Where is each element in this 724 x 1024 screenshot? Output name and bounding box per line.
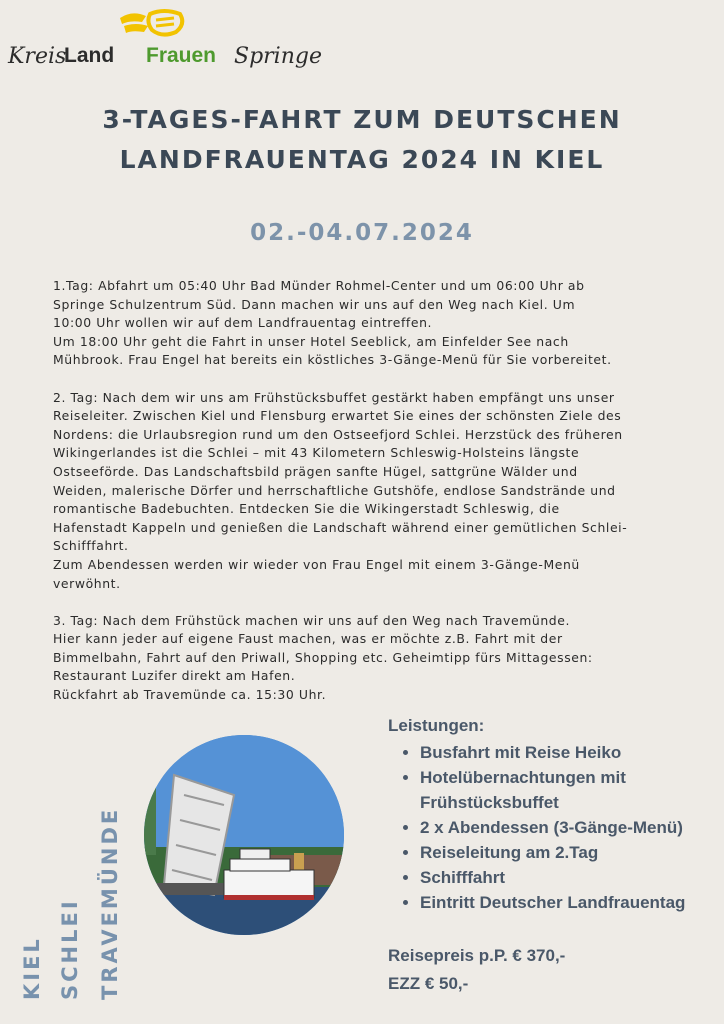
services-list bbox=[388, 740, 718, 915]
day2-line: 2. Tag: Nach dem wir uns am Frühstücksbuffet gestärkt haben empfängt uns unser bbox=[53, 389, 615, 405]
logo-word-frauen: Frauen bbox=[146, 44, 217, 67]
day2-line: verwöhnt. bbox=[53, 575, 121, 591]
day2-line: Reiseleiter. Zwischen Kiel und Flensburg erwartet Sie eines der schönsten Ziele des bbox=[53, 408, 622, 424]
list-item: • Schifffahrt bbox=[420, 865, 718, 890]
price-block bbox=[388, 942, 565, 998]
vertical-label-schlei: SCHLEI bbox=[58, 898, 82, 1000]
list-item: • 2 x Abendessen (3-Gänge-Menü) bbox=[420, 815, 718, 840]
day1-line: Springe Schulzentrum Süd. Dann machen wir uns auf den Weg nach Kiel. Um bbox=[53, 296, 576, 312]
day1-paragraph bbox=[53, 277, 683, 370]
bee-icon bbox=[112, 8, 192, 48]
title-line-1: 3-TAGES-FAHRT ZUM DEUTSCHEN bbox=[102, 105, 622, 134]
logo-word-springe: Springe bbox=[234, 44, 322, 69]
logo bbox=[8, 8, 322, 83]
services-heading: Leistungen: bbox=[388, 716, 485, 735]
logo-word-kreis: Kreis bbox=[8, 44, 67, 69]
day1-line: 1.Tag: Abfahrt um 05:40 Uhr Bad Münder Rohmel-Center und um 06:00 Uhr ab bbox=[53, 278, 585, 293]
day3-line: Hier kann jeder auf eigene Faust machen, was er möchte z.B. Fahrt mit der bbox=[53, 631, 563, 647]
day3-line: Rückfahrt ab Travemünde ca. 15:30 Uhr. bbox=[53, 687, 327, 703]
harbor-illustration bbox=[144, 735, 344, 935]
list-item: • Busfahrt mit Reise Heiko bbox=[420, 740, 718, 765]
vertical-label-kiel: KIEL bbox=[20, 936, 44, 1000]
page-title bbox=[0, 100, 724, 180]
list-item: • Reiseleitung am 2.Tag bbox=[420, 840, 718, 865]
list-item: • Hotelübernachtungen mit Frühstücksbuffet bbox=[420, 765, 718, 815]
itinerary bbox=[53, 277, 683, 723]
day3-line: Restaurant Luzifer direkt am Hafen. bbox=[53, 668, 296, 684]
harbor-photo bbox=[144, 735, 344, 935]
day2-line: Schifffahrt. bbox=[53, 538, 129, 554]
day2-paragraph bbox=[53, 389, 683, 594]
day3-line: Bimmelbahn, Fahrt auf den Priwall, Shopping etc. Geheimtipp fürs Mittagessen: bbox=[53, 649, 593, 665]
day3-paragraph bbox=[53, 612, 683, 705]
day2-line: Nordens: die Urlaubsregion rund um den Ostseefjord Schlei. Herzstück des früheren bbox=[53, 426, 623, 442]
day2-line: Ostseeförde. Das Landschaftsbild prägen sanfte Hügel, sattgrüne Wälder und bbox=[53, 463, 578, 479]
single-room-surcharge: EZZ € 50,- bbox=[388, 974, 469, 993]
day2-line: romantische Badebuchten. Entdecken Sie die Wikingerstadt Schleswig, die bbox=[53, 501, 560, 517]
day1-line: 10:00 Uhr wollen wir auf dem Landfrauentag eintreffen. bbox=[53, 315, 433, 331]
day1-line: Um 18:00 Uhr geht die Fahrt in unser Hotel Seeblick, am Einfelder See nach bbox=[53, 333, 569, 349]
price-line: Reisepreis p.P. € 370,- bbox=[388, 946, 566, 965]
title-line-2: LANDFRAUENTAG 2024 IN KIEL bbox=[119, 145, 605, 174]
day2-line: Weiden, malerische Dörfer und herrschaftliche Gutshöfe, endlose Sandstrände und bbox=[53, 482, 616, 498]
day2-line: Hafenstadt Kappeln und genießen die Landschaft während einer gemütlichen Schlei- bbox=[53, 519, 628, 535]
day3-line: 3. Tag: Nach dem Frühstück machen wir uns auf den Weg nach Travemünde. bbox=[53, 612, 571, 628]
day2-line: Zum Abendessen werden wir wieder von Frau Engel mit einem 3-Gänge-Menü bbox=[53, 556, 580, 572]
services-box bbox=[388, 716, 718, 915]
vertical-label-travemuende: TRAVEMÜNDE bbox=[98, 806, 122, 1000]
day1-line: Mühbrook. Frau Engel hat bereits ein köstliches 3-Gänge-Menü für Sie vorbereitet. bbox=[53, 352, 612, 368]
logo-word-land: Land bbox=[64, 44, 115, 67]
trip-date: 02.-04.07.2024 bbox=[250, 220, 474, 246]
list-item: • Eintritt Deutscher Landfrauentag bbox=[420, 890, 718, 915]
day2-line: Wikingerlandes ist die Schlei – mit 43 Kilometern Schleswig-Holsteins längste bbox=[53, 445, 580, 461]
